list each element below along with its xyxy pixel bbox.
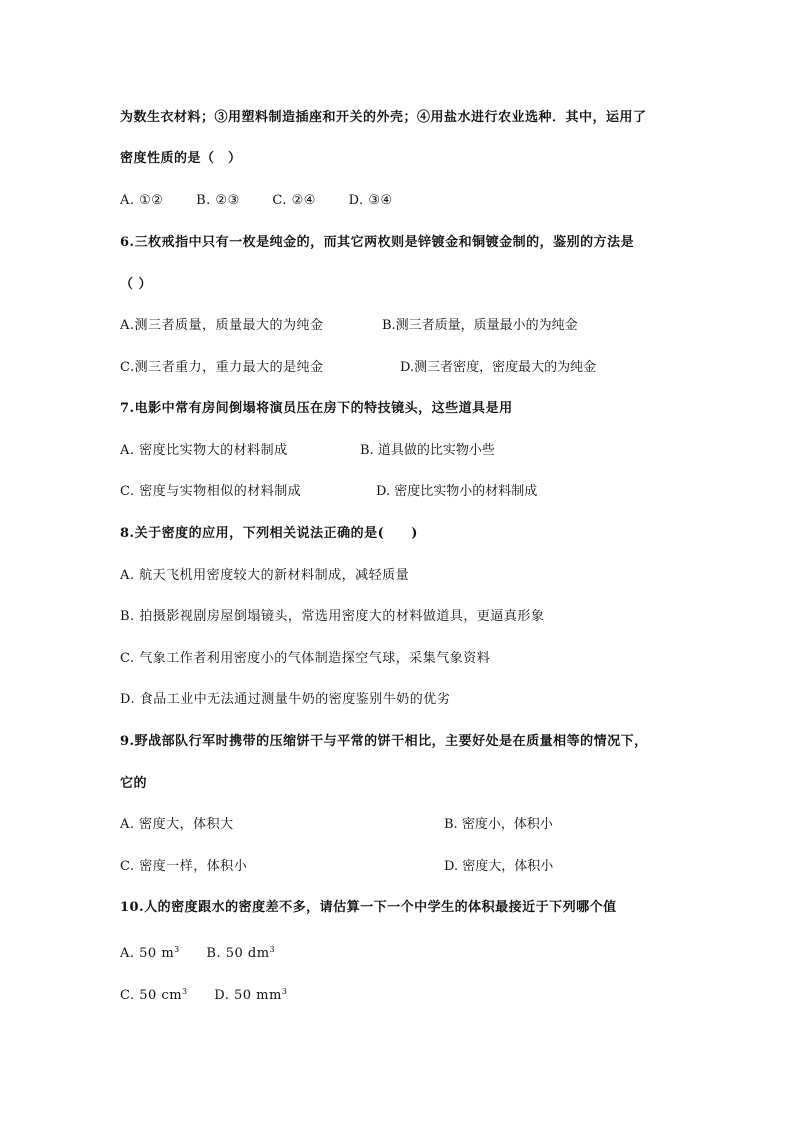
q8-stem: 8.关于密度的应用，下列相关说法正确的是( ) <box>120 526 418 541</box>
q6-option-b: B.测三者质量，质量最小的为纯金 <box>382 318 578 333</box>
q7-option-a: A. 密度比实物大的材料制成 <box>120 443 288 458</box>
q6-option-d: D.测三者密度，密度最大的为纯金 <box>400 360 597 375</box>
q9-option-a: A. 密度大，体积大 <box>120 817 234 832</box>
q10-option-b: B. 50 $dm^3$ <box>206 945 276 961</box>
q10-options-row1 <box>120 942 275 962</box>
q9-stem: 9.野战部队行军时携带的压缩饼干与平常的饼干相比，主要好处是在质量相等的情况下， <box>120 734 648 749</box>
q7-option-c: C. 密度与实物相似的材料制成 <box>120 484 302 499</box>
q5-option-a: A. ①② <box>120 193 164 208</box>
q8-option-b: B. 拍摄影视剧房屋倒塌镜头，常选用密度大的材料做道具，更逼真形象 <box>120 609 545 624</box>
q7-option-d: D. 密度比实物小的材料制成 <box>376 484 538 499</box>
q9-option-b: B. 密度小，体积小 <box>444 817 553 832</box>
q6-option-c: C.测三者重力，重力最大的是纯金 <box>120 360 324 375</box>
q7-stem: 7.电影中常有房间倒塌将演员压在房下的特技镜头，这些道具是用 <box>120 401 513 416</box>
q10-option-c: C. 50 $cm^3$ <box>120 987 188 1003</box>
q5-options <box>120 193 421 209</box>
q6-stem: 6.三枚戒指中只有一枚是纯金的，而其它两枚则是锌镀金和铜镀金制的，鉴别的方法是 <box>120 235 635 250</box>
q9-option-c: C. 密度一样，体积小 <box>120 859 248 874</box>
q7-option-b: B. 道具做的比实物小些 <box>360 443 495 458</box>
q5-option-d: D. ③④ <box>348 193 393 208</box>
q10-option-d: D. 50 $mm^3$ <box>214 987 288 1003</box>
q9-stem-continued: 它的 <box>120 776 148 791</box>
q5-stem-end: 密度性质的是（ ） <box>120 151 242 166</box>
q8-option-c: C. 气象工作者利用密度小的气体制造探空气球，采集气象资料 <box>120 651 491 666</box>
q5-stem-continued: 为数生衣材料；③用塑料制造插座和开关的外壳；④用盐水进行农业选种．其中，运用了 <box>120 110 647 125</box>
q10-options-row2 <box>120 984 287 1004</box>
q10-stem: 10.人的密度跟水的密度差不多，请估算一下一个中学生的体积最接近于下列哪个值 <box>120 900 617 915</box>
q10-option-a: A. 50 $m^3$ <box>120 945 180 961</box>
q9-option-d: D. 密度大，体积小 <box>444 859 554 874</box>
q5-option-c: C. ②④ <box>272 193 316 208</box>
q6-paren: （ ） <box>120 277 153 292</box>
q8-option-a: A. 航天飞机用密度较大的新材料制成，减轻质量 <box>120 568 410 583</box>
q5-option-b: B. ②③ <box>196 193 240 208</box>
q6-option-a: A.测三者质量，质量最大的为纯金 <box>120 318 324 333</box>
q8-option-d: D. 食品工业中无法通过测量牛奶的密度鉴别牛奶的优劣 <box>120 692 451 707</box>
